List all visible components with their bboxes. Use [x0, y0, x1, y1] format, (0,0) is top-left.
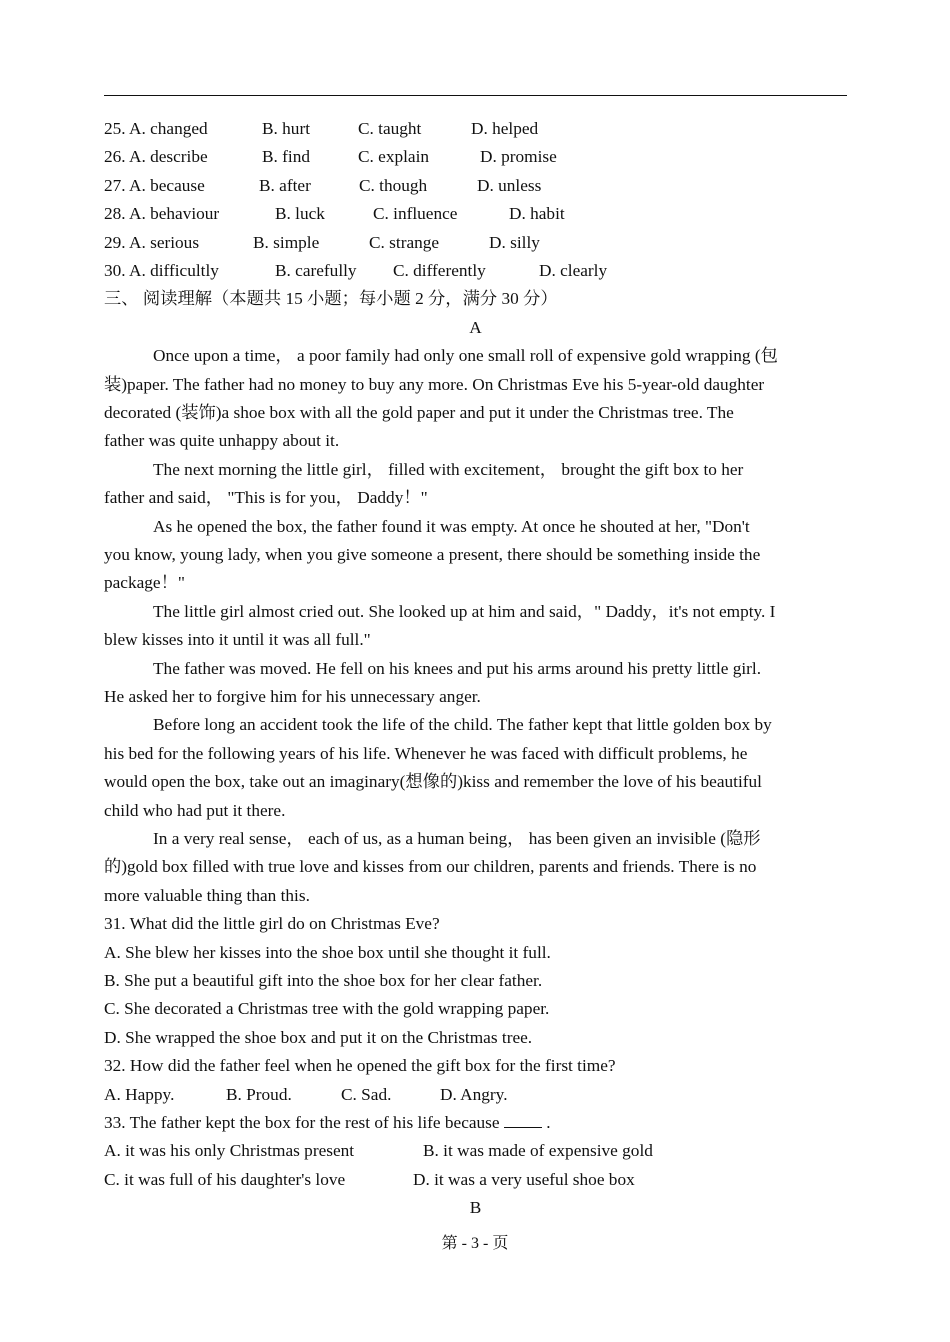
option-b: B. after	[259, 175, 311, 195]
option-d: D. clearly	[539, 260, 608, 280]
text-line: you know, young lady, when you give someone a present, there should be something inside the	[104, 544, 761, 564]
passage-b-label: B	[469, 1198, 482, 1218]
text-line: He asked her to forgive him for his unnecessary anger.	[104, 687, 481, 706]
section-heading: 三、 阅读理解（本题共 15 小题；每小题 2 分，满分 30 分）	[104, 289, 558, 309]
text-line: blew kisses into it until it was all full."	[104, 630, 371, 650]
text-line: The father was moved. He fell on his knees and put his arms around his pretty little girl.	[153, 658, 762, 678]
option-b: B. find	[262, 147, 311, 167]
passage-a-label: A	[469, 317, 482, 337]
page-content	[104, 115, 847, 1223]
q32-option-a: A. Happy.	[104, 1084, 175, 1104]
q33-option-a: A. it was his only Christmas present	[104, 1141, 355, 1161]
option-a: 30. A. difficultly	[104, 260, 219, 280]
q32-option-b: B. Proud.	[226, 1084, 292, 1104]
cloze-row-30	[104, 257, 847, 285]
option-d: D. unless	[477, 175, 542, 195]
page-number: 第 - 3 - 页	[441, 1235, 509, 1252]
q33-options-row-2	[104, 1166, 847, 1194]
cloze-row-27	[104, 172, 847, 200]
q33-option-b: B. it was made of expensive gold	[423, 1141, 653, 1161]
paragraph	[104, 655, 847, 712]
text-line: his bed for the following years of his life. Whenever he was faced with difficult problems, he	[104, 743, 748, 763]
text-line: child who had put it there.	[104, 800, 286, 820]
q31-option-d: D. She wrapped the shoe box and put it on the Christmas tree.	[104, 1027, 533, 1047]
answer-blank	[504, 1111, 542, 1128]
text-line: decorated (装饰)a shoe box with all the gold paper and put it under the Christmas tree. The	[104, 402, 734, 422]
option-d: D. silly	[489, 232, 540, 252]
option-d: D. helped	[471, 119, 539, 138]
q33-option-c: C. it was full of his daughter's love	[104, 1169, 346, 1189]
text-line: The next morning the little girl， filled with excitement， brought the gift box to her	[153, 459, 744, 479]
option-c: C. influence	[373, 204, 458, 224]
option-b: B. carefully	[275, 260, 357, 280]
question-32: 32. How did the father feel when he opened the gift box for the first time?	[104, 1056, 616, 1076]
cloze-row-28	[104, 200, 847, 228]
cloze-row-29	[104, 229, 847, 257]
paragraph	[104, 825, 847, 910]
question-33-text: 33. The father kept the box for the rest of his life because	[104, 1112, 500, 1132]
question-31: 31. What did the little girl do on Christmas Eve?	[104, 914, 440, 934]
question-33	[104, 1109, 847, 1137]
option-a: 28. A. behaviour	[104, 204, 220, 224]
option-a: 26. A. describe	[104, 147, 208, 167]
text-line: more valuable thing than this.	[104, 885, 310, 905]
q32-option-c: C. Sad.	[341, 1084, 392, 1104]
header-rule	[104, 95, 847, 96]
q31-option-c: C. She decorated a Christmas tree with the gold wrapping paper.	[104, 999, 550, 1019]
paragraph	[104, 342, 847, 456]
paragraph	[104, 513, 847, 598]
text-line: father was quite unhappy about it.	[104, 431, 340, 451]
q31-option-a: A. She blew her kisses into the shoe box until she thought it full.	[104, 942, 551, 962]
q33-option-d: D. it was a very useful shoe box	[413, 1169, 635, 1189]
text-line: package！"	[104, 573, 185, 593]
option-a: 25. A. changed	[104, 119, 208, 138]
option-c: C. differently	[393, 260, 486, 280]
text-line: 装)paper. The father had no money to buy any more. On Christmas Eve his 5-year-old daughter	[104, 374, 765, 394]
question-33-end: .	[546, 1112, 551, 1132]
paragraph	[104, 598, 847, 655]
paragraph	[104, 456, 847, 513]
option-b: B. luck	[275, 204, 325, 224]
q32-option-d: D. Angry.	[440, 1084, 508, 1104]
text-line: Before long an accident took the life of the child. The father kept that little golden box by	[153, 715, 772, 735]
text-line: 的)gold box filled with true love and kisses from our children, parents and friends. There is no	[104, 857, 757, 877]
text-line: father and said， "This is for you， Daddy！"	[104, 488, 428, 508]
text-line: The little girl almost cried out. She looked up at him and said，" Daddy，it's not empty. I	[153, 601, 776, 621]
option-c: C. though	[359, 175, 428, 195]
option-c: C. strange	[369, 232, 440, 252]
text-line: would open the box, take out an imaginary(想像的)kiss and remember the love of his beautiful	[104, 772, 762, 792]
option-b: B. hurt	[262, 119, 311, 138]
paragraph	[104, 711, 847, 825]
cloze-row-26	[104, 143, 847, 171]
option-c: C. explain	[358, 147, 430, 167]
q33-options-row-1	[104, 1137, 847, 1165]
option-d: D. promise	[480, 147, 557, 167]
option-a: 27. A. because	[104, 175, 205, 195]
option-d: D. habit	[509, 204, 565, 224]
cloze-row-25	[104, 115, 847, 143]
option-a: 29. A. serious	[104, 232, 200, 252]
passage-a	[104, 342, 847, 910]
text-line: In a very real sense， each of us, as a human being， has been given an invisible (隐形	[153, 829, 761, 849]
text-line: As he opened the box, the father found it was empty. At once he shouted at her, "Don't	[153, 516, 750, 536]
option-b: B. simple	[253, 232, 320, 252]
q32-options	[104, 1081, 847, 1109]
option-c: C. taught	[358, 119, 422, 138]
q31-option-b: B. She put a beautiful gift into the shoe box for her clear father.	[104, 971, 543, 991]
text-line: Once upon a time， a poor family had only one small roll of expensive gold wrapping (包	[153, 346, 778, 366]
